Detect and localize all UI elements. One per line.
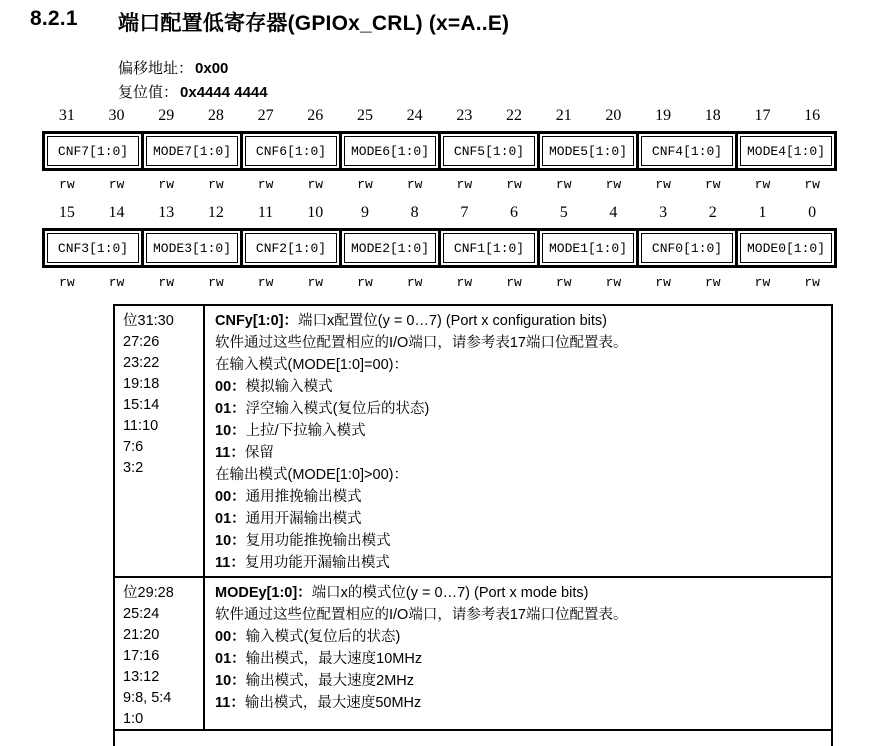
register-field-name: MODE2[1:0] bbox=[344, 233, 436, 263]
bit-number: 21 bbox=[555, 107, 572, 124]
bit-number: 15 bbox=[58, 204, 75, 221]
bit-number: 0 bbox=[808, 204, 817, 221]
description-text: 保留 bbox=[244, 445, 274, 461]
bit-number: 8 bbox=[410, 204, 419, 221]
register-field-name: CNF6[1:0] bbox=[245, 136, 337, 166]
description-column bbox=[205, 578, 831, 729]
bit-range: 1:0 bbox=[123, 711, 144, 727]
description-term: MODEy[1:0]： bbox=[215, 585, 312, 601]
description-term: 10： bbox=[215, 673, 246, 689]
access-type: rw bbox=[158, 275, 175, 290]
bit-range-column bbox=[115, 578, 205, 729]
access-type: rw bbox=[307, 275, 324, 290]
register-field-name: CNF5[1:0] bbox=[443, 136, 535, 166]
description-column bbox=[205, 306, 831, 576]
bit-range: 17:16 bbox=[123, 648, 160, 664]
access-type: rw bbox=[208, 177, 224, 192]
bit-range: 25:24 bbox=[123, 606, 160, 622]
description-text: 在输出模式(MODE[1:0]>00)： bbox=[215, 467, 408, 483]
bit-range: 11:10 bbox=[123, 418, 159, 434]
description-text: 在输入模式(MODE[1:0]=00)： bbox=[215, 357, 408, 373]
bit-number: 24 bbox=[406, 107, 423, 124]
bit-number: 19 bbox=[655, 107, 672, 124]
register-field-name: MODE1[1:0] bbox=[542, 233, 634, 263]
bit-number: 9 bbox=[360, 204, 369, 221]
bit-range: 19:18 bbox=[123, 376, 160, 392]
description-term: 10： bbox=[215, 423, 246, 439]
access-type: rw bbox=[506, 275, 522, 290]
bit-number: 28 bbox=[207, 107, 224, 124]
access-type: rw bbox=[158, 177, 175, 192]
description-line bbox=[215, 310, 823, 332]
bit-number: 4 bbox=[609, 204, 618, 221]
register-field-cell bbox=[540, 134, 639, 168]
offset-address-line bbox=[118, 57, 268, 81]
register-field-name: CNF7[1:0] bbox=[47, 136, 139, 166]
bit-range: 9:8, 5:4 bbox=[123, 690, 172, 706]
access-type: rw bbox=[506, 177, 522, 192]
bit-range: 位29:28 bbox=[123, 585, 174, 601]
description-term: 01： bbox=[215, 401, 246, 417]
bit-number: 25 bbox=[356, 107, 373, 124]
bit-number: 23 bbox=[456, 107, 473, 124]
register-field-cell bbox=[540, 231, 639, 265]
description-line bbox=[215, 604, 823, 626]
bit-numbers-row-high bbox=[42, 107, 837, 125]
description-line bbox=[215, 552, 823, 574]
bit-number: 20 bbox=[605, 107, 622, 124]
access-type: rw bbox=[754, 177, 771, 192]
bit-number: 3 bbox=[659, 204, 668, 221]
description-text: 输出模式，最大速度50MHz bbox=[244, 695, 422, 711]
bit-description-table bbox=[113, 304, 833, 746]
access-type: rw bbox=[704, 275, 721, 290]
description-line bbox=[215, 530, 823, 552]
register-field-cell bbox=[243, 134, 342, 168]
access-type: rw bbox=[804, 177, 820, 192]
description-term: CNFy[1:0]： bbox=[215, 313, 298, 329]
bit-number: 1 bbox=[758, 204, 767, 221]
access-type: rw bbox=[357, 275, 373, 290]
bit-number: 18 bbox=[704, 107, 721, 124]
register-field-name: CNF3[1:0] bbox=[47, 233, 139, 263]
bit-range-column bbox=[115, 306, 205, 576]
access-type: rw bbox=[59, 275, 75, 290]
reset-value-value: 0x4444 4444 bbox=[180, 84, 268, 101]
access-type: rw bbox=[555, 177, 572, 192]
access-type: rw bbox=[704, 177, 721, 192]
access-type: rw bbox=[208, 275, 224, 290]
description-text: 输入模式(复位后的状态) bbox=[245, 629, 401, 645]
description-term: 00： bbox=[215, 379, 246, 395]
bit-number: 29 bbox=[158, 107, 175, 124]
description-term: 11： bbox=[215, 555, 245, 571]
register-field-row-high bbox=[42, 131, 837, 171]
bit-number: 12 bbox=[207, 204, 224, 221]
description-text: 端口x配置位(y = 0…7) (Port x configuration bits) bbox=[297, 313, 608, 329]
description-line bbox=[215, 354, 823, 376]
bit-range: 13:12 bbox=[123, 669, 160, 685]
register-field-name: MODE6[1:0] bbox=[344, 136, 436, 166]
access-type: rw bbox=[555, 275, 572, 290]
access-type: rw bbox=[357, 177, 373, 192]
bit-number: 22 bbox=[506, 107, 523, 124]
description-line bbox=[215, 442, 823, 464]
bit-range: 27:26 bbox=[123, 334, 160, 350]
register-field-name: MODE4[1:0] bbox=[740, 136, 832, 166]
bit-range: 7:6 bbox=[123, 439, 144, 455]
bit-number: 17 bbox=[754, 107, 771, 124]
description-line bbox=[215, 332, 823, 354]
register-field-name: MODE3[1:0] bbox=[146, 233, 238, 263]
reset-value-label: 复位值： bbox=[118, 84, 179, 101]
table-row-cutoff bbox=[115, 731, 831, 746]
description-term: 10： bbox=[215, 533, 246, 549]
bit-number: 31 bbox=[58, 107, 75, 124]
section-heading bbox=[30, 7, 509, 37]
bit-number: 30 bbox=[108, 107, 125, 124]
description-text: 通用推挽输出模式 bbox=[245, 489, 362, 505]
register-field-row-low bbox=[42, 228, 837, 268]
description-term: 00： bbox=[215, 489, 246, 505]
description-line bbox=[215, 464, 823, 486]
bit-range: 23:22 bbox=[123, 355, 160, 371]
register-field-cell bbox=[45, 231, 144, 265]
access-type: rw bbox=[655, 275, 671, 290]
description-term: 00： bbox=[215, 629, 246, 645]
register-field-name: CNF4[1:0] bbox=[641, 136, 733, 166]
description-line bbox=[215, 420, 823, 442]
description-term: 11： bbox=[215, 445, 245, 461]
access-type: rw bbox=[406, 275, 423, 290]
register-field-cell bbox=[342, 134, 441, 168]
register-field-cell bbox=[45, 134, 144, 168]
register-field-name: MODE5[1:0] bbox=[542, 136, 634, 166]
register-field-cell bbox=[243, 231, 342, 265]
description-line bbox=[215, 648, 823, 670]
register-field-cell bbox=[639, 134, 738, 168]
bit-number: 10 bbox=[307, 204, 324, 221]
register-field-name: CNF0[1:0] bbox=[641, 233, 733, 263]
offset-address-value: 0x00 bbox=[195, 60, 229, 77]
section-number: 8.2.1 bbox=[30, 7, 78, 30]
register-field-name: CNF2[1:0] bbox=[245, 233, 337, 263]
bit-range: 位31:30 bbox=[123, 313, 174, 329]
description-text: 输出模式，最大速度2MHz bbox=[245, 673, 415, 689]
description-term: 01： bbox=[215, 511, 246, 527]
description-line bbox=[215, 508, 823, 530]
access-type: rw bbox=[804, 275, 820, 290]
register-field-cell bbox=[342, 231, 441, 265]
description-line bbox=[215, 486, 823, 508]
register-field-cell bbox=[738, 231, 834, 265]
bit-number: 5 bbox=[559, 204, 568, 221]
bit-number: 26 bbox=[307, 107, 324, 124]
bit-range: 15:14 bbox=[123, 397, 160, 413]
access-row-high bbox=[42, 177, 837, 192]
access-row-low bbox=[42, 275, 837, 290]
description-line bbox=[215, 376, 823, 398]
access-type: rw bbox=[605, 177, 622, 192]
table-row-mode bbox=[115, 578, 831, 731]
description-line bbox=[215, 582, 823, 604]
register-field-name: MODE0[1:0] bbox=[740, 233, 832, 263]
register-field-cell bbox=[738, 134, 834, 168]
reset-value-line bbox=[118, 81, 268, 105]
access-type: rw bbox=[257, 177, 274, 192]
bit-number: 16 bbox=[804, 107, 821, 124]
offset-address-label: 偏移地址： bbox=[118, 60, 194, 77]
access-type: rw bbox=[406, 177, 423, 192]
description-line bbox=[215, 398, 823, 420]
access-type: rw bbox=[456, 177, 473, 192]
description-text: 复用功能推挽输出模式 bbox=[245, 533, 391, 549]
register-field-cell bbox=[441, 231, 540, 265]
description-text: 软件通过这些位配置相应的I/O端口，请参考表17端口位配置表。 bbox=[215, 607, 628, 623]
section-title: 端口配置低寄存器(GPIOx_CRL) (x=A..E) bbox=[118, 12, 510, 35]
bit-number: 27 bbox=[257, 107, 274, 124]
description-text: 上拉/下拉输入模式 bbox=[245, 423, 366, 439]
bit-range: 3:2 bbox=[123, 460, 144, 476]
access-type: rw bbox=[456, 275, 473, 290]
bit-number: 11 bbox=[257, 204, 274, 221]
access-type: rw bbox=[59, 177, 75, 192]
register-meta bbox=[118, 57, 268, 105]
access-type: rw bbox=[257, 275, 274, 290]
description-text: 通用开漏输出模式 bbox=[245, 511, 362, 527]
description-term: 11： bbox=[215, 695, 245, 711]
register-field-cell bbox=[441, 134, 540, 168]
access-type: rw bbox=[108, 275, 125, 290]
description-line bbox=[215, 692, 823, 714]
bit-number: 13 bbox=[158, 204, 175, 221]
access-type: rw bbox=[655, 177, 671, 192]
bit-range: 21:20 bbox=[123, 627, 160, 643]
bit-number: 7 bbox=[460, 204, 469, 221]
description-line bbox=[215, 670, 823, 692]
table-row-cnf bbox=[115, 306, 831, 578]
register-field-cell bbox=[144, 134, 243, 168]
access-type: rw bbox=[108, 177, 125, 192]
register-field-cell bbox=[144, 231, 243, 265]
description-text: 端口x的模式位(y = 0…7) (Port x mode bits) bbox=[311, 585, 589, 601]
access-type: rw bbox=[307, 177, 324, 192]
register-field-cell bbox=[639, 231, 738, 265]
description-term: 01： bbox=[215, 651, 246, 667]
bit-number: 14 bbox=[108, 204, 125, 221]
bit-number: 2 bbox=[708, 204, 717, 221]
description-line bbox=[215, 626, 823, 648]
access-type: rw bbox=[605, 275, 622, 290]
description-text: 模拟输入模式 bbox=[245, 379, 333, 395]
bit-numbers-row-low bbox=[42, 204, 837, 222]
description-text: 软件通过这些位配置相应的I/O端口，请参考表17端口位配置表。 bbox=[215, 335, 628, 351]
register-field-name: MODE7[1:0] bbox=[146, 136, 238, 166]
description-text: 复用功能开漏输出模式 bbox=[244, 555, 390, 571]
register-field-name: CNF1[1:0] bbox=[443, 233, 535, 263]
description-text: 浮空输入模式(复位后的状态) bbox=[245, 401, 430, 417]
access-type: rw bbox=[754, 275, 771, 290]
bit-number: 6 bbox=[510, 204, 519, 221]
description-text: 输出模式，最大速度10MHz bbox=[245, 651, 423, 667]
